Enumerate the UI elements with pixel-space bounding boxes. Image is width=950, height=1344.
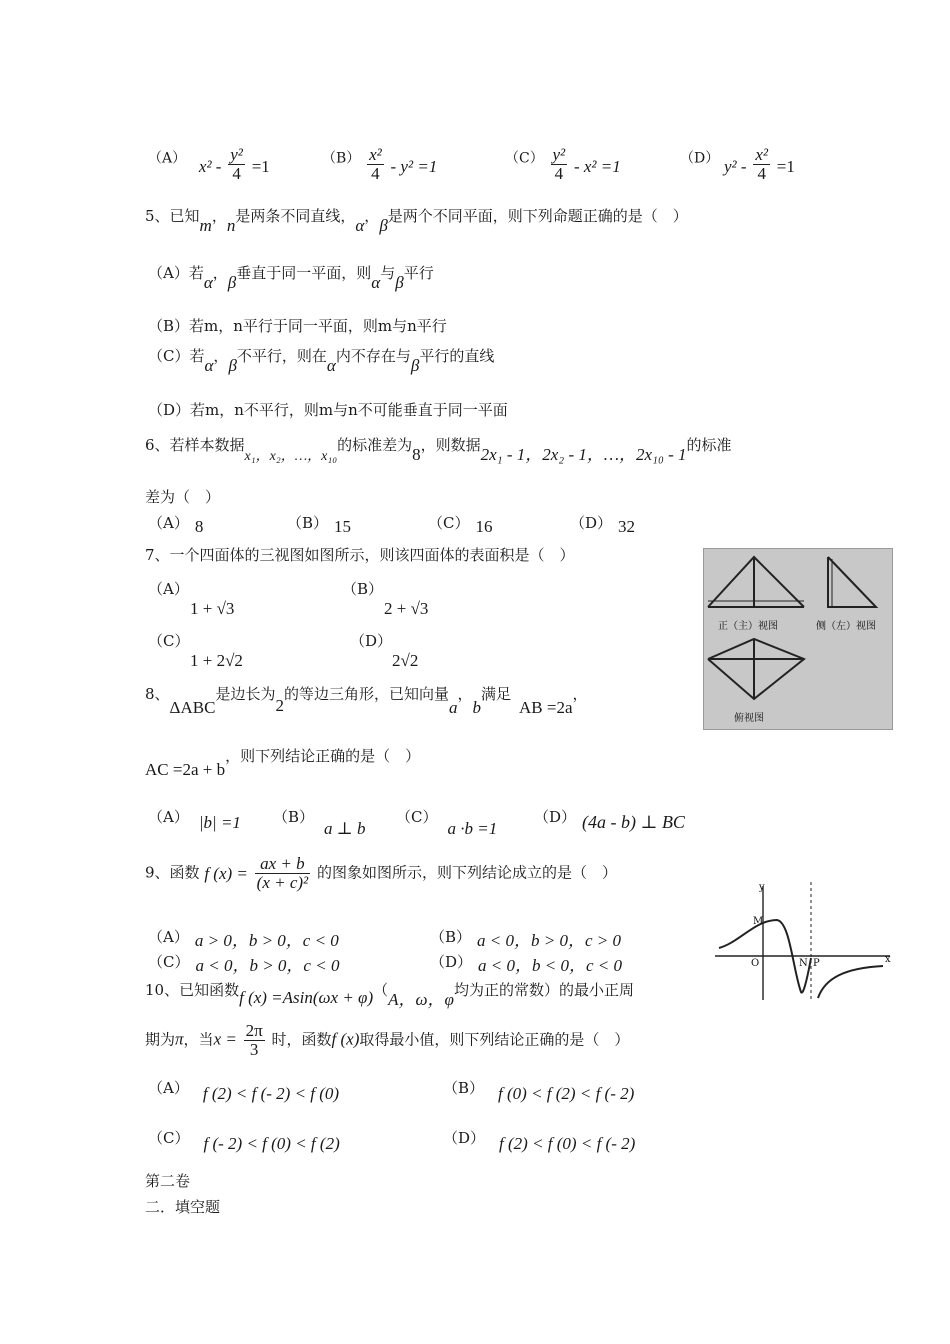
q6-option-c: （C） 16 bbox=[428, 514, 493, 536]
option-label: （A） bbox=[148, 150, 187, 167]
q10-option-b: （B） f (0) < f (2) < f (- 2) bbox=[443, 1079, 635, 1103]
fraction: $\frac{2\pi}{3}$ bbox=[245, 1021, 263, 1059]
expr: - x² =1 bbox=[573, 157, 621, 177]
fraction: $\frac{\text{y²}}{4}$ bbox=[552, 145, 566, 183]
q7-option-d: （D） 2√2 bbox=[350, 632, 419, 670]
q7-option-c: （C） 1 + 2√2 bbox=[148, 632, 243, 670]
q9-option-d: （D） a < 0，b < 0，c < 0 bbox=[430, 953, 622, 975]
fraction: $\frac{\text{y²}}{4}$ bbox=[230, 145, 243, 183]
graph-n-label: N bbox=[799, 958, 808, 969]
q7-option-b: （B） 2 + √3 bbox=[342, 580, 429, 618]
q6-option-d: （D） 32 bbox=[570, 514, 636, 536]
three-view-figure bbox=[703, 548, 893, 730]
q9-option-c: （C） a < 0，b > 0，c < 0 bbox=[148, 953, 340, 975]
q9-option-a: （A） a > 0，b > 0，c < 0 bbox=[148, 928, 339, 950]
q5-option-d: （D）若m，n不平行，则m与n不可能垂直于同一平面 bbox=[148, 401, 508, 419]
top-view-label: 俯视图 bbox=[734, 713, 764, 724]
q9-option-b: （B） a < 0，b > 0，c > 0 bbox=[430, 928, 621, 950]
expr: x² - bbox=[198, 157, 222, 177]
q8-option-b: （B）a ⊥ b bbox=[273, 808, 366, 838]
expr: - y² =1 bbox=[390, 157, 438, 177]
q5-option-b: （B）若m，n平行于同一平面，则m与n平行 bbox=[148, 317, 447, 335]
q8-stem-cont: AC =2a + b，则下列结论正确的是（ ） bbox=[145, 747, 421, 779]
q8-stem: 8、ΔABC是边长为2的等边三角形，已知向量a，b满足AB =2a， bbox=[145, 685, 588, 717]
graph-x-label: x bbox=[885, 954, 891, 965]
q8-option-a: （A） |b| =1 bbox=[148, 808, 241, 832]
three-view-drawing bbox=[704, 549, 892, 729]
function-graph bbox=[715, 880, 895, 1005]
q9-stem: 9、函数 f (x) = $\frac{ax + b}{\text{(x + c)²}}$ 的图象如图所示，则下列结论成立的是（ ） bbox=[145, 854, 617, 892]
section-two-heading: 二．填空题 bbox=[145, 1198, 221, 1216]
q4-option-c bbox=[505, 140, 621, 183]
q10-option-d: （D） f (2) < f (0) < f (- 2) bbox=[443, 1129, 636, 1153]
option-label: （D） bbox=[680, 150, 720, 167]
q4-option-a bbox=[148, 140, 270, 183]
q6-stem: 6、若样本数据x₁，x₂，…，x₁₀的标准差为8，则数据2x₁ - 1，2x₂ - 1，…，2x₁₀ - 1的标准 bbox=[145, 436, 732, 464]
expr: =1 bbox=[251, 157, 270, 177]
q5-stem: 5、已知m，n是两条不同直线，α，β是两个不同平面，则下列命题正确的是（ ） bbox=[145, 207, 688, 235]
graph-p-label: P bbox=[813, 958, 820, 969]
q10-stem-cont: 期为π，当x = $\frac{2\pi}{3}$ 时，函数f (x)取得最小值，则下列结论正确的是（ ） bbox=[145, 1021, 630, 1059]
front-view-label: 正（主）视图 bbox=[718, 621, 778, 632]
fraction: $\frac{ax + b}{\text{(x + c)²}}$ bbox=[256, 854, 309, 892]
q8-option-c: （C）a ·b =1 bbox=[396, 808, 498, 838]
expr: =1 bbox=[776, 157, 795, 177]
q4-option-d bbox=[680, 140, 795, 183]
side-view-label: 侧（左）视图 bbox=[816, 621, 876, 632]
option-label: （B） bbox=[322, 150, 361, 167]
fraction: $\frac{\text{x²}}{4}$ bbox=[369, 145, 382, 183]
graph-origin-label: O bbox=[751, 958, 760, 969]
q6-option-b: （B） 15 bbox=[287, 514, 352, 536]
q7-option-a: （A） 1 + √3 bbox=[148, 580, 235, 618]
graph-m-label: M bbox=[753, 916, 764, 927]
q5-option-a: （A）若α，β垂直于同一平面，则α与β平行 bbox=[148, 264, 434, 292]
q6-option-a: （A） 8 bbox=[148, 514, 204, 536]
q10-option-c: （C） f (- 2) < f (0) < f (2) bbox=[148, 1129, 340, 1153]
q4-option-b bbox=[322, 140, 438, 183]
q5-option-c: （C）若α，β不平行，则在α内不存在与β平行的直线 bbox=[148, 347, 495, 375]
q10-option-a: （A） f (2) < f (- 2) < f (0) bbox=[148, 1079, 340, 1103]
q7-stem: 7、一个四面体的三视图如图所示，则该四面体的表面积是（ ） bbox=[145, 546, 575, 564]
q10-stem: 10、已知函数f (x) =Asin(ωx + φ)（A，ω，φ均为正的常数）的最小正周 bbox=[145, 981, 634, 1009]
fraction: $\frac{\text{x²}}{4}$ bbox=[755, 145, 769, 183]
option-label: （C） bbox=[505, 150, 544, 167]
expr: y² - bbox=[724, 157, 747, 177]
part-two-heading: 第二卷 bbox=[145, 1172, 191, 1190]
graph-y-label: y bbox=[759, 882, 765, 893]
q8-option-d: （D） (4a - b) ⊥ BC bbox=[534, 808, 685, 832]
q6-stem-cont: 差为（ ） bbox=[145, 488, 221, 506]
function-graph-drawing bbox=[715, 880, 895, 1005]
